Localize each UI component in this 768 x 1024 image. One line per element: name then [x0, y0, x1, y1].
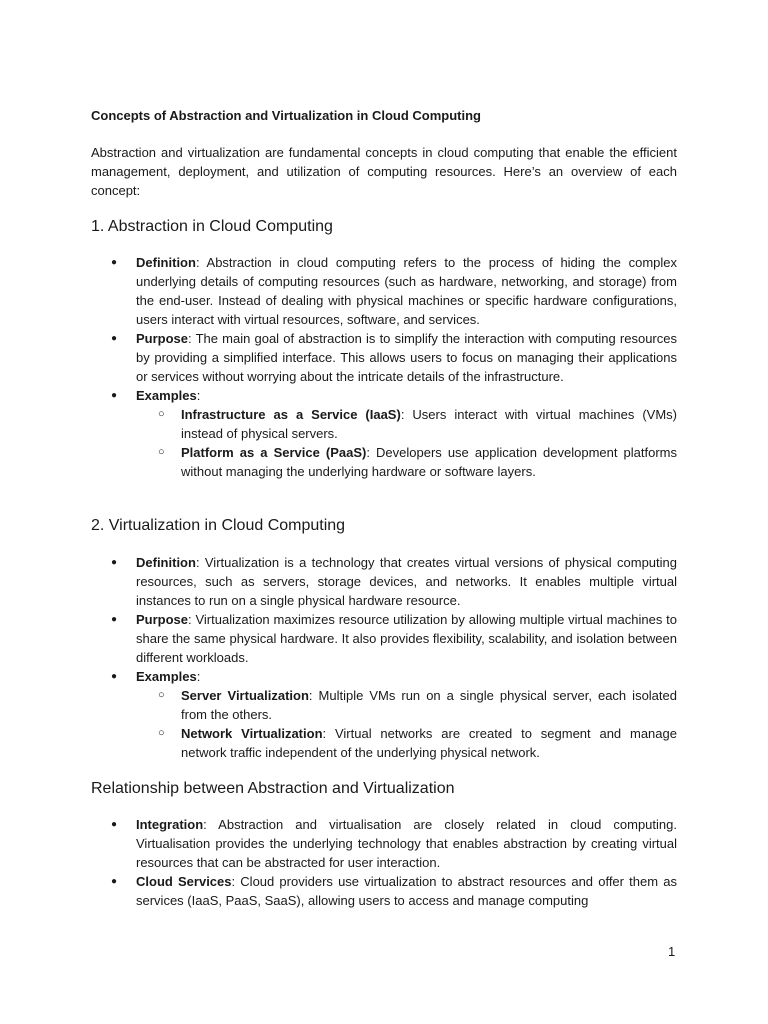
list-item-cloud-services [91, 872, 677, 910]
list-item-virtualization-examples [91, 667, 677, 762]
virtualization-bullet-list [91, 553, 677, 762]
list-item-abstraction-purpose [91, 329, 677, 386]
term-label: Integration [136, 817, 204, 832]
term-label: Platform as a Service (PaaS) [181, 445, 367, 460]
term-label: Purpose [136, 612, 189, 627]
term-description: : Multiple VMs run on a single physical server, each isolated from the others. [181, 688, 677, 722]
virtualization-examples-list [136, 686, 677, 762]
list-item-virtualization-purpose [91, 610, 677, 667]
term-label: Definition [136, 255, 196, 270]
intro-paragraph: Abstraction and virtualization are fundamental concepts in cloud computing that enable the efficient management, deployment, and utilization of computing resources. Here’s an overview of each concept: [91, 145, 677, 198]
list-item-network-virtualization [136, 724, 677, 762]
term-description: : Virtualization maximizes resource utilization by allowing multiple virtual machines to share the same physical hardware. It also provides flexibility, scalability, and isolation between different workloads. [136, 612, 677, 665]
section-heading-abstraction: 1. Abstraction in Cloud Computing [91, 218, 333, 235]
relationship-bullet-list [91, 815, 677, 910]
list-item-iaas [136, 405, 677, 443]
term-description: : Abstraction in cloud computing refers to the process of hiding the complex underlying details of computing resources (such as hardware, networking, and storage) from the end-user. Instead of dealing with physical machines or specific hardware configurations, users interact with virtual resources, software, and services. [136, 255, 677, 327]
term-label: Cloud Services [136, 874, 232, 889]
term-label: Infrastructure as a Service (IaaS) [181, 407, 401, 422]
term-description: : Abstraction and virtualisation are closely related in cloud computing. Virtualisation provides the underlying technology that enables abstraction by creating virtual resources that can be abstracted for user interaction. [136, 817, 677, 870]
section-heading-relationship: Relationship between Abstraction and Virtualization [91, 780, 455, 797]
abstraction-examples-list [136, 405, 677, 481]
list-item-abstraction-definition [91, 253, 677, 329]
document-title: Concepts of Abstraction and Virtualization in Cloud Computing [91, 108, 481, 123]
term-description: : [196, 669, 201, 684]
list-item-server-virtualization [136, 686, 677, 724]
term-description: : The main goal of abstraction is to simplify the interaction with computing resources by providing a simplified interface. This allows users to focus on managing their applications or services without worrying about the intricate details of the infrastructure. [136, 331, 677, 384]
term-description: : Virtual networks are created to segment and manage network traffic independent of the underlying physical network. [181, 726, 677, 760]
page-number: 1 [668, 944, 676, 959]
list-item-virtualization-definition [91, 553, 677, 610]
term-description: : Virtualization is a technology that creates virtual versions of physical computing resources, such as servers, storage devices, and networks. It enables multiple virtual instances to run on a single physical hardware resource. [136, 555, 677, 608]
term-description: : Developers use application development platforms without managing the underlying hardware or software layers. [181, 445, 677, 479]
term-description: : Users interact with virtual machines (VMs) instead of physical servers. [181, 407, 677, 441]
term-label: Network Virtualization [181, 726, 323, 741]
term-label: Examples [136, 669, 197, 684]
term-label: Examples [136, 388, 197, 403]
term-label: Definition [136, 555, 196, 570]
list-item-abstraction-examples [91, 386, 677, 481]
list-item-integration [91, 815, 677, 872]
term-description: : [196, 388, 201, 403]
list-item-paas [136, 443, 677, 481]
abstraction-bullet-list [91, 253, 677, 481]
section-heading-virtualization: 2. Virtualization in Cloud Computing [91, 517, 346, 534]
term-label: Purpose [136, 331, 189, 346]
term-description: : Cloud providers use virtualization to abstract resources and offer them as services (IaaS, PaaS, SaaS), allowing users to access and manage computing [136, 874, 677, 908]
term-label: Server Virtualization [181, 688, 309, 703]
